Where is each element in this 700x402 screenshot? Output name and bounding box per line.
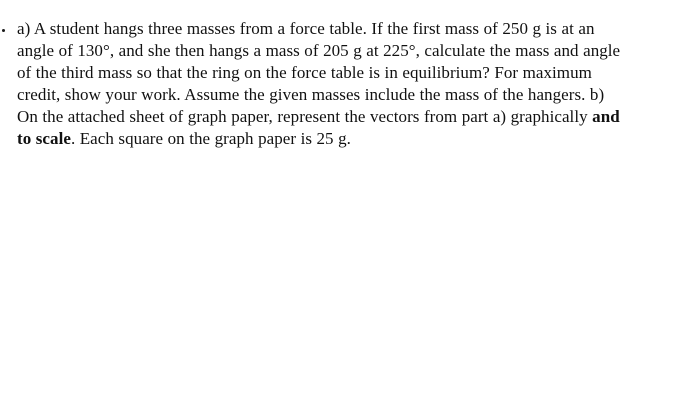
text-line — [17, 62, 693, 84]
bold-emphasis: and — [592, 107, 620, 126]
bullet-marker — [2, 29, 5, 32]
text-line — [17, 128, 693, 150]
text-segment: a) A student hangs three masses from a force table. If the first mass of 250 g is at an — [17, 19, 595, 38]
text-line — [17, 40, 693, 62]
text-segment: credit, show your work. Assume the given masses include the mass of the hangers. b) — [17, 85, 605, 104]
text-line — [17, 84, 693, 106]
text-segment: . Each square on the graph paper is 25 g. — [70, 129, 351, 148]
text-line — [17, 106, 693, 128]
text-segment: angle of 130°, and she then hangs a mass of 205 g at 225°, calculate the mass and angle — [17, 41, 621, 60]
text-line — [17, 18, 693, 40]
bold-emphasis: to scale — [17, 129, 71, 148]
question-text — [17, 18, 693, 150]
text-segment: of the third mass so that the ring on the force table is in equilibrium? For maximum — [17, 63, 592, 82]
text-segment: On the attached sheet of graph paper, represent the vectors from part a) graphically — [17, 107, 593, 126]
